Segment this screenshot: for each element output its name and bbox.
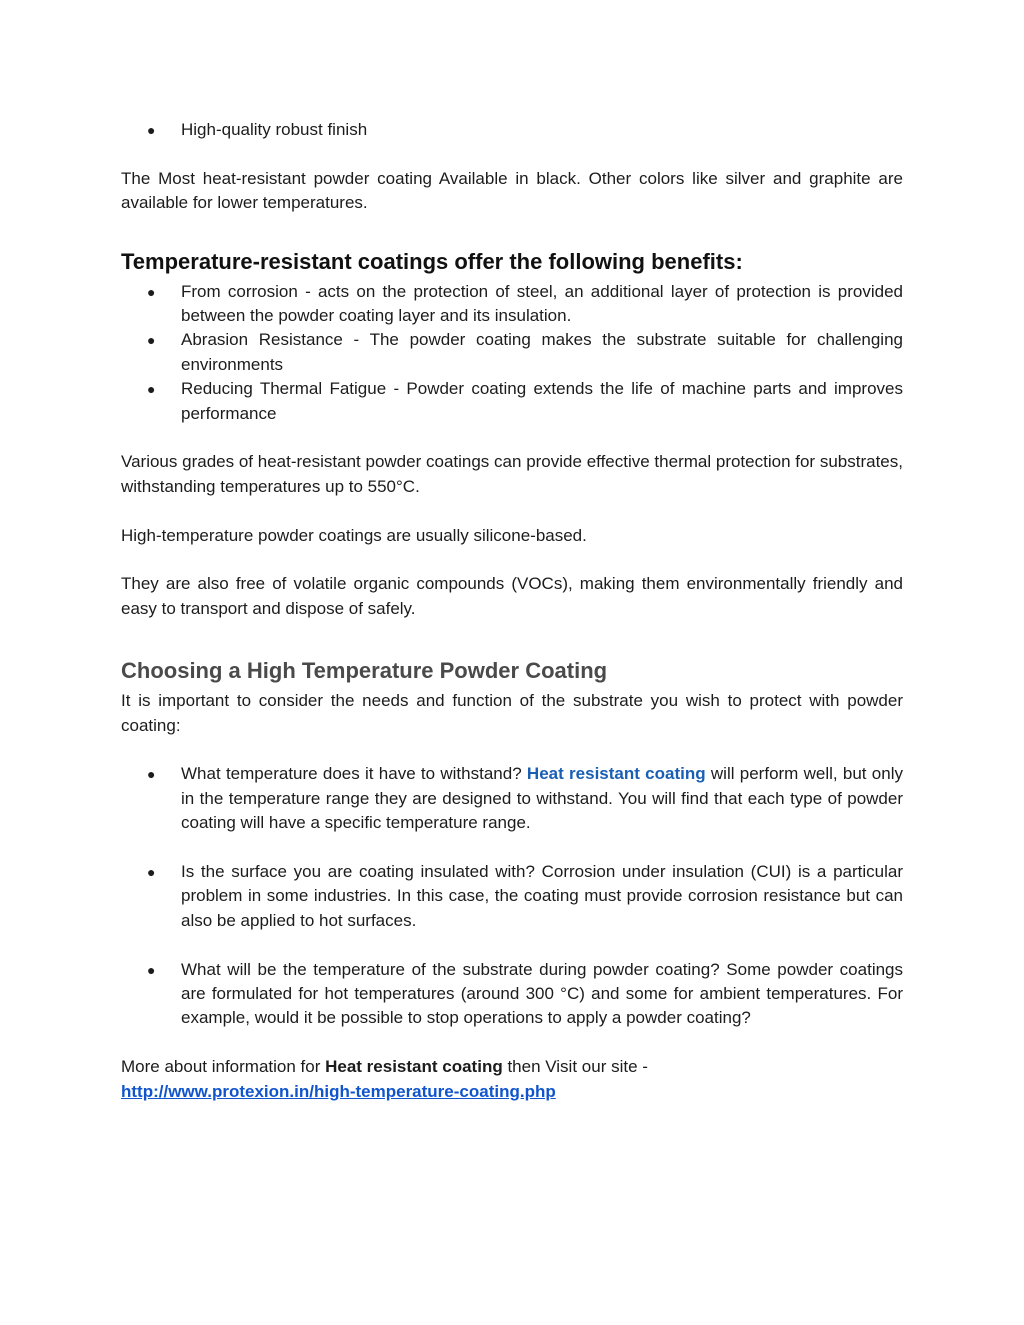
intro-paragraph: The Most heat-resistant powder coating Available in black. Other colors like silver and graphite are available for lower temperatures. bbox=[121, 168, 903, 213]
list-item bbox=[121, 118, 903, 142]
bullet-icon: ● bbox=[147, 766, 156, 783]
list-item-text: From corrosion - acts on the protection of steel, an additional layer of protection is provided between the powder coating layer and its insulation. bbox=[181, 281, 903, 326]
list-item-text: Reducing Thermal Fatigue - Powder coating extends the life of machine parts and improves performance bbox=[181, 379, 903, 423]
question-text-start: What temperature does it have to withstand? bbox=[181, 764, 527, 784]
footer-bold: Heat resistant coating bbox=[325, 1057, 503, 1077]
questions-list bbox=[121, 762, 903, 1030]
bullet-icon: ● bbox=[147, 122, 156, 138]
question-text-end: will perform well, but only in the temperature range they are designed to withstand. You will find that each type of powder coating will have a specific temperature range. bbox=[181, 764, 903, 833]
bullet-icon: ● bbox=[147, 332, 156, 349]
heat-resistant-coating-link[interactable]: Heat resistant coating bbox=[526, 764, 706, 784]
benefits-heading: Temperature-resistant coatings offer the following benefits: bbox=[121, 248, 743, 274]
footer-url-line bbox=[121, 1080, 903, 1104]
list-item-text: What will be the temperature of the substrate during powder coating? Some powder coatings are formulated for hot temperatures (around 300 °C) and some for ambient temperatures. For example, would it be possible to stop operations to apply a powder coating? bbox=[181, 959, 903, 1028]
choosing-intro: It is important to consider the needs and function of the substrate you wish to protect with powder coating: bbox=[121, 691, 903, 735]
choosing-heading: Choosing a High Temperature Powder Coating bbox=[121, 658, 608, 684]
intro-list bbox=[121, 118, 903, 142]
bullet-icon: ● bbox=[147, 961, 156, 978]
list-item bbox=[121, 958, 903, 1031]
paragraph: High-temperature powder coatings are usually silicone-based. bbox=[121, 525, 587, 545]
list-item bbox=[121, 328, 903, 377]
paragraph: Various grades of heat-resistant powder coatings can provide effective thermal protection for substrates, withstanding temperatures up to 550°C. bbox=[121, 452, 903, 496]
bullet-icon: ● bbox=[147, 381, 156, 398]
document-page bbox=[121, 118, 903, 1104]
list-item bbox=[121, 377, 903, 426]
list-item bbox=[121, 762, 903, 835]
paragraph: They are also free of volatile organic compounds (VOCs), making them environmentally friendly and easy to transport and dispose of safely. bbox=[121, 574, 903, 618]
site-url-link[interactable]: http://www.protexion.in/high-temperature-coating.php bbox=[121, 1081, 556, 1101]
list-item-text: Is the surface you are coating insulated with? Corrosion under insulation (CUI) is a particular problem in some industries. In this case, the coating must provide corrosion resistance but can also be applied to hot surfaces. bbox=[181, 862, 903, 930]
list-item bbox=[121, 280, 903, 329]
list-item bbox=[121, 860, 903, 933]
list-item-text: Abrasion Resistance - The powder coating makes the substrate suitable for challenging environments bbox=[181, 330, 903, 374]
list-item-text: High-quality robust finish bbox=[181, 120, 368, 139]
benefits-list bbox=[121, 280, 903, 426]
footer-prefix: More about information for bbox=[121, 1057, 326, 1077]
footer-line bbox=[121, 1055, 903, 1079]
footer-suffix: then Visit our site - bbox=[502, 1057, 648, 1077]
bullet-icon: ● bbox=[147, 864, 156, 881]
bullet-icon: ● bbox=[147, 283, 156, 300]
